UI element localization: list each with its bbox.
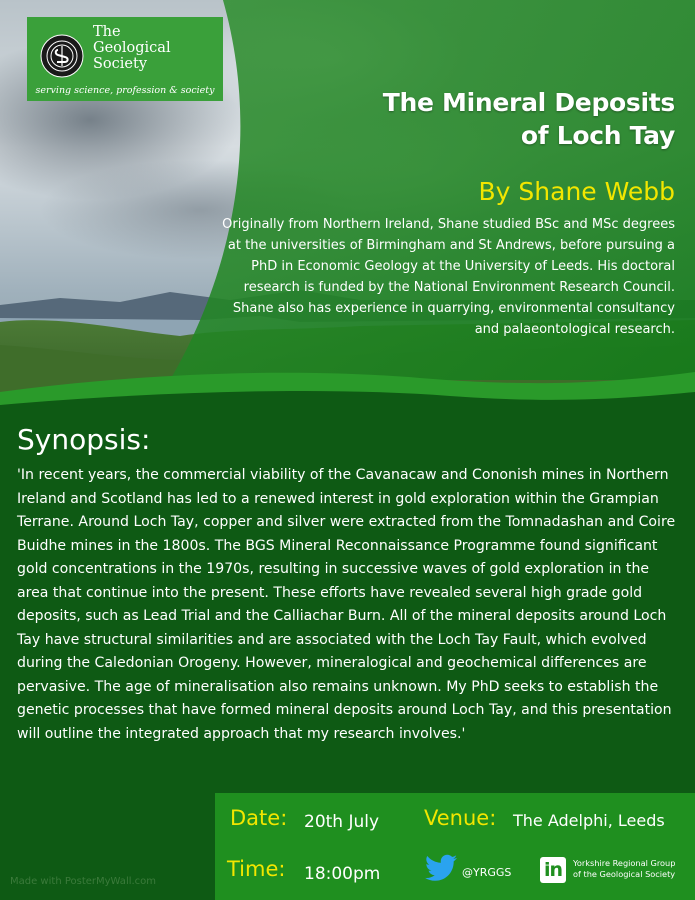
event-title-line-2: of Loch Tay — [520, 121, 675, 150]
time-value: 18:00pm — [304, 864, 381, 884]
venue-label: Venue: — [424, 806, 497, 830]
date-value: 20th July — [304, 812, 380, 832]
logo-line-3: Society — [93, 56, 148, 72]
linkedin-icon[interactable]: in — [540, 857, 566, 883]
event-title-line-1: The Mineral Deposits — [382, 88, 675, 117]
postermywall-watermark[interactable]: Made with PosterMyWall.com — [10, 876, 157, 887]
date-label: Date: — [230, 806, 288, 830]
event-title — [255, 86, 675, 152]
synopsis-heading: Synopsis: — [17, 423, 151, 456]
time-label: Time: — [227, 857, 286, 881]
event-details-panel — [215, 793, 695, 900]
hero-landscape-photo — [0, 0, 695, 420]
logo-line-2: Geological — [93, 40, 171, 56]
venue-value: The Adelphi, Leeds — [513, 811, 665, 830]
regional-group-name — [573, 858, 691, 880]
speaker-bio: Originally from Northern Ireland, Shane studied BSc and MSc degrees at the universities of Birmingham and St Andrews, before pursuing a PhD in Economic Geology at the University of Leeds. His doctoral research is funded by the National Environment Research Council. Shane also has experience in quarrying, environmental consultancy and palaeontological research. — [222, 217, 675, 337]
speaker-name: By Shane Webb — [478, 177, 675, 206]
geological-society-logo — [27, 17, 223, 101]
synopsis-body: 'In recent years, the commercial viability of the Cavanacaw and Cononish mines in Northern Ireland and Scotland has led to a renewed interest in gold exploration within the Grampian Terrane. Around Loch Tay, copper and silver were extracted from the Tomnadashan and Coire Buidhe mines in the 1800s. The BGS Mineral Reconnaissance Programme found significant gold concentrations in the 1970s, resulting in successive waves of gold exploration in the area that continue into the present. These efforts have revealed several high grade gold deposits, such as Lead Trial and the Calliachar Burn. All of the mineral deposits around Loch Tay have structural similarities and are associated with the Loch Tay Fault, which evolved during the Caledonian Orogeny. However, mineralogical and geochemical differences are pervasive. The age of mineralisation also remains unknown. My PhD seeks to establish the genetic processes that have formed mineral deposits around Loch Tay, and this presentation will outline the integrated approach that my research involves.' — [17, 467, 676, 742]
twitter-bird-icon[interactable] — [425, 854, 457, 882]
geological-society-seal-icon — [39, 25, 85, 87]
logo-tagline: serving science, profession & society — [35, 85, 215, 96]
logo-line-1: The — [93, 24, 121, 40]
group-name-line-2: of the Geological Society — [573, 869, 676, 879]
group-name-line-1: Yorkshire Regional Group — [573, 858, 676, 868]
logo-wordmark — [93, 24, 171, 72]
twitter-handle[interactable]: @YRGGS — [462, 866, 512, 879]
